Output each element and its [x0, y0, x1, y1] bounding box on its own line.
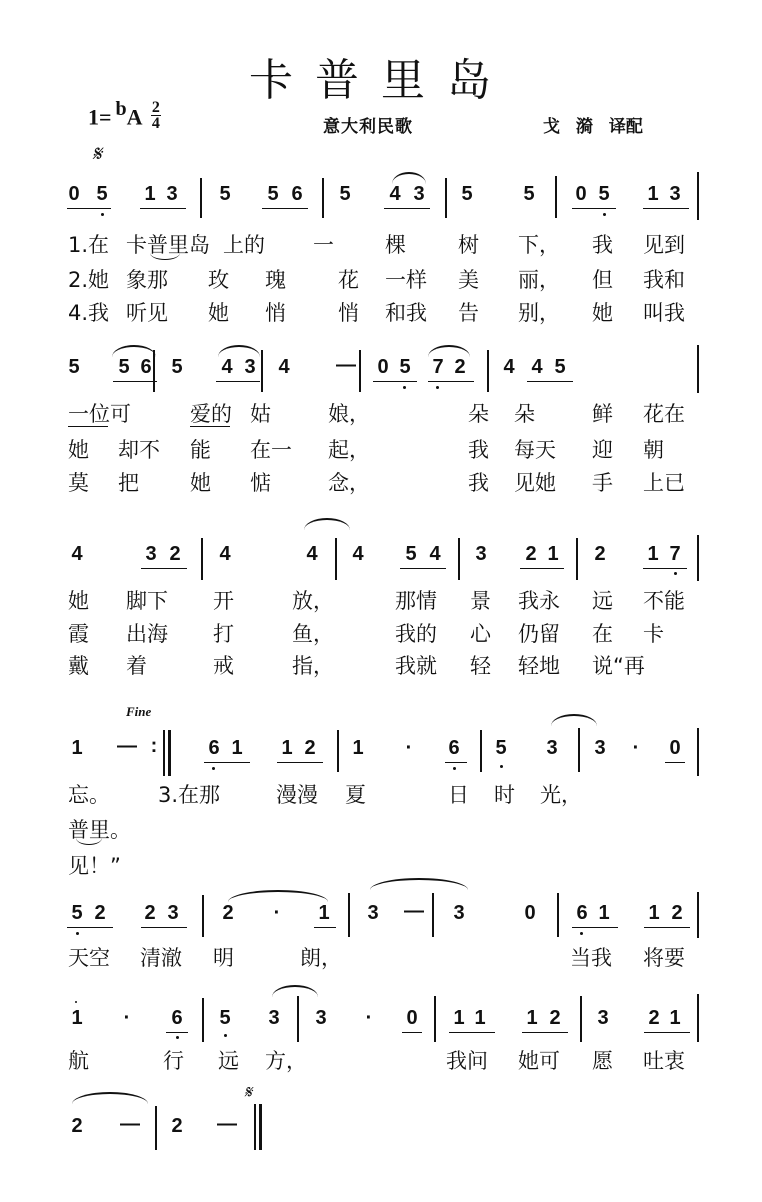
note: 2 [94, 902, 106, 924]
lyric: 清澈 [140, 946, 182, 970]
note: 1 [647, 543, 659, 565]
beam-line [400, 568, 446, 569]
beam-line [449, 1032, 495, 1033]
note: 4 [221, 356, 233, 378]
beam-line [140, 208, 186, 209]
lyric: 上的 [223, 233, 265, 257]
barline [202, 998, 204, 1042]
barline [201, 538, 203, 580]
barline [359, 350, 361, 392]
beam-line [262, 208, 308, 209]
beam-line [644, 927, 690, 928]
lyric: 悄 [338, 301, 359, 325]
lyric: 听见 [126, 301, 168, 325]
repeat-colon: : [150, 735, 158, 757]
lyric: 我就 [395, 654, 437, 678]
lyric: 打 [213, 622, 234, 646]
low-octave-dot [603, 213, 606, 216]
slur-arc [428, 345, 470, 357]
dash: — [120, 1113, 140, 1135]
beam-line [113, 381, 157, 382]
lyric: 树 [458, 233, 479, 257]
lyric: 远 [592, 589, 613, 613]
note: 7 [669, 543, 681, 565]
tie-arc [72, 1092, 148, 1104]
low-octave-dot [500, 765, 503, 768]
note: 1 [598, 902, 610, 924]
note: 1 [352, 737, 364, 759]
lyric: 一样 [385, 268, 427, 292]
barline [202, 895, 204, 937]
lyric: 朵 [514, 402, 535, 426]
note: 4 [352, 543, 364, 565]
lyric: 美 [458, 268, 479, 292]
barline [697, 535, 699, 581]
beam-line [527, 381, 573, 382]
barline [432, 893, 434, 937]
lyric: 上已 [643, 471, 685, 495]
note: 1 [144, 183, 156, 205]
lyric: 戒 [213, 654, 234, 678]
lyric: 一位可 [68, 402, 131, 426]
lyric: 我和 [643, 268, 685, 292]
lyric: 她 [592, 301, 613, 325]
note: 6 [171, 1007, 183, 1029]
beam-line [216, 381, 260, 382]
dot-extension: · [365, 1007, 373, 1029]
note: 0 [575, 183, 587, 205]
lyric: 但 [592, 268, 613, 292]
beam-line [67, 208, 111, 209]
note: 6 [208, 737, 220, 759]
lyric: 象那 [126, 268, 168, 292]
tie-arc [228, 890, 328, 902]
lyric: 别， [518, 301, 560, 325]
note: 2 [648, 1007, 660, 1029]
lyric: 明 [213, 946, 234, 970]
lyric: 花在 [643, 402, 685, 426]
key-signature [88, 97, 161, 135]
tie-arc [370, 878, 468, 890]
lyric: 景 [470, 589, 491, 613]
beam-line [67, 927, 113, 928]
lyric: 她可 [518, 1049, 560, 1073]
note: 5 [171, 356, 183, 378]
lyric: 放， [292, 589, 334, 613]
lyric: 把 [118, 471, 139, 495]
lyric: 我 [468, 438, 489, 462]
lyric: 出海 [126, 622, 168, 646]
note: 5 [71, 902, 83, 924]
beam-line [428, 381, 474, 382]
dash: — [117, 735, 137, 757]
lyric: 吐衷 [643, 1049, 685, 1073]
beam-line [373, 381, 417, 382]
beam-line [141, 568, 187, 569]
note: 4 [389, 183, 401, 205]
lyric: 戴 [68, 654, 89, 678]
note: 2 [169, 543, 181, 565]
lyric: 夏 [345, 783, 366, 807]
time-bottom: 4 [151, 115, 160, 132]
note: 5 [339, 183, 351, 205]
barline [200, 178, 202, 218]
note: 0 [68, 183, 80, 205]
lyric: 爱的 [190, 402, 232, 426]
beam-line [665, 762, 685, 763]
note: 4 [306, 543, 318, 565]
lyric: 轻 [470, 654, 491, 678]
note: 1 [648, 902, 660, 924]
note: 5 [598, 183, 610, 205]
note: 5 [554, 356, 566, 378]
lyric: 在一 [250, 438, 292, 462]
lyric: 不能 [643, 589, 685, 613]
barline [557, 893, 559, 937]
note: 4 [278, 356, 290, 378]
barline [697, 994, 699, 1042]
lyric: 轻地 [518, 654, 560, 678]
barline [322, 178, 324, 218]
dot-extension: · [632, 737, 640, 759]
note: 4 [219, 543, 231, 565]
barline [697, 345, 699, 393]
lyric: 姑 [250, 402, 271, 426]
lyric: 时 [494, 783, 515, 807]
time-top: 2 [151, 99, 160, 116]
barline [697, 892, 699, 938]
beam-line [445, 762, 467, 763]
lyric: 见到 [643, 233, 685, 257]
lyric: 我 [592, 233, 613, 257]
note: 3 [475, 543, 487, 565]
lyric: 那情 [395, 589, 437, 613]
lyric: 见！” [68, 854, 121, 878]
beam-line [644, 1032, 690, 1033]
note: 3 [453, 902, 465, 924]
note: 3 [597, 1007, 609, 1029]
lyric: 4.我 [68, 301, 110, 325]
lyric: 莫 [68, 471, 89, 495]
note: 1 [231, 737, 243, 759]
note: 2 [222, 902, 234, 924]
lyric: 迎 [592, 438, 613, 462]
note: 3 [546, 737, 558, 759]
dot-extension: · [273, 902, 281, 924]
note: 3 [315, 1007, 327, 1029]
lyric: 忘。 [68, 783, 110, 807]
barline [335, 538, 337, 580]
low-octave-dot [76, 932, 79, 935]
dot-extension: · [123, 1007, 131, 1029]
low-octave-dot [580, 932, 583, 935]
flat-icon: b [115, 97, 127, 120]
lyric: 鱼， [292, 622, 334, 646]
lyric: 下， [518, 233, 560, 257]
lyric: 娘， [328, 402, 370, 426]
dash: — [217, 1113, 237, 1135]
lyric: 却不 [118, 438, 160, 462]
note: 6 [291, 183, 303, 205]
lyric: 朝 [643, 438, 664, 462]
lyric: 开 [213, 589, 234, 613]
segno-icon: 𝄋 [92, 142, 102, 167]
note: 5 [96, 183, 108, 205]
barline [580, 996, 582, 1042]
time-signature [151, 100, 161, 131]
note: 3 [594, 737, 606, 759]
fine-marker: Fine [126, 704, 152, 719]
note: 3 [145, 543, 157, 565]
note: 4 [531, 356, 543, 378]
note: 4 [71, 543, 83, 565]
note: 2 [594, 543, 606, 565]
note: 2 [144, 902, 156, 924]
note: 3 [367, 902, 379, 924]
slur-arc [218, 345, 260, 357]
lyric: 我的 [395, 622, 437, 646]
lyric: 日 [448, 783, 469, 807]
dash: — [404, 900, 424, 922]
note: 2 [171, 1115, 183, 1137]
beam-line [643, 568, 687, 569]
note: 6 [576, 902, 588, 924]
repeat-end-barline [163, 730, 171, 776]
beam-line [402, 1032, 422, 1033]
lyric: 玫 [208, 268, 229, 292]
lyric: 告 [458, 301, 479, 325]
barline [261, 350, 263, 392]
note: 7 [432, 356, 444, 378]
note: 1 [453, 1007, 465, 1029]
note: 2 [549, 1007, 561, 1029]
barline [576, 538, 578, 580]
lyric: 将要 [643, 946, 685, 970]
barline [153, 350, 155, 392]
note: 1 [281, 737, 293, 759]
lyric: 远 [218, 1049, 239, 1073]
note: 3 [413, 183, 425, 205]
low-octave-dot [224, 1034, 227, 1037]
note: 1 [547, 543, 559, 565]
lyric: 我 [468, 471, 489, 495]
barline [348, 893, 350, 937]
lyric: 棵 [385, 233, 406, 257]
lyric: 她 [208, 301, 229, 325]
lyric: 光， [540, 783, 582, 807]
arranger-credit: 戈 漪 译配 [543, 117, 643, 137]
low-octave-dot [212, 767, 215, 770]
lyric: 她 [190, 471, 211, 495]
note: 4 [503, 356, 515, 378]
note: 5 [219, 1007, 231, 1029]
barline [297, 996, 299, 1042]
lyric: 叫我 [643, 301, 685, 325]
barline [578, 728, 580, 772]
lyric: 悄 [265, 301, 286, 325]
lyric: 能 [190, 438, 211, 462]
barline [487, 350, 489, 392]
lyric-underline [190, 426, 230, 427]
lyric: 当我 [570, 946, 612, 970]
segno-icon: 𝄋 [244, 1082, 252, 1103]
final-barline [254, 1104, 262, 1150]
note: 5 [461, 183, 473, 205]
note: 1 [71, 1007, 83, 1029]
barline [697, 728, 699, 776]
low-octave-dot [176, 1036, 179, 1039]
rest: 0 [669, 737, 681, 759]
note: 1 [71, 737, 83, 759]
beam-line [520, 568, 564, 569]
note: 3 [244, 356, 256, 378]
song-origin: 意大利民歌 [323, 117, 413, 137]
lyric: 我永 [518, 589, 560, 613]
lyric: 3.在那 [158, 783, 221, 807]
beam-line [643, 208, 689, 209]
note: 5 [405, 543, 417, 565]
note: 5 [219, 183, 231, 205]
beam-line [277, 762, 323, 763]
beam-line [572, 927, 618, 928]
barline [480, 730, 482, 772]
lyric: 行 [163, 1049, 184, 1073]
lyric: 说“再 [592, 654, 645, 678]
key-label: 1= [88, 104, 112, 130]
lyric: 天空 [68, 946, 110, 970]
note: 5 [495, 737, 507, 759]
rest: 0 [524, 902, 536, 924]
beam-line [572, 208, 616, 209]
beam-line [384, 208, 430, 209]
barline [434, 996, 436, 1042]
lyric: 朵 [468, 402, 489, 426]
low-octave-dot [674, 572, 677, 575]
note: 3 [166, 183, 178, 205]
barline [445, 178, 447, 218]
low-octave-dot [436, 386, 439, 389]
note: 2 [304, 737, 316, 759]
lyric: 在 [592, 622, 613, 646]
lyric: 丽， [518, 268, 560, 292]
lyric: 脚下 [126, 589, 168, 613]
beam-line [522, 1032, 568, 1033]
lyric: 愿 [592, 1049, 613, 1073]
lyric: 朗， [300, 946, 342, 970]
slur-arc [112, 345, 156, 357]
note: 5 [118, 356, 130, 378]
note: 5 [399, 356, 411, 378]
slur-arc [392, 172, 426, 184]
note: 1 [526, 1007, 538, 1029]
barline [155, 1106, 157, 1150]
note: 3 [167, 902, 179, 924]
tie-arc [272, 985, 318, 997]
lyric: 花 [338, 268, 359, 292]
beam-line [166, 1032, 188, 1033]
note: 0 [377, 356, 389, 378]
barline [458, 538, 460, 580]
lyric: 鲜 [592, 402, 613, 426]
lyric: 每天 [514, 438, 556, 462]
lyric: 瑰 [265, 268, 286, 292]
note: 2 [671, 902, 683, 924]
lyric: 2.她 [68, 268, 110, 292]
beam-line [204, 762, 250, 763]
lyric: 仍留 [518, 622, 560, 646]
note: 1 [669, 1007, 681, 1029]
note: 1 [474, 1007, 486, 1029]
lyric: 卡普里岛 [126, 233, 210, 257]
beam-line [314, 927, 336, 928]
lyric: 我问 [446, 1049, 488, 1073]
note: 2 [454, 356, 466, 378]
lyric: 和我 [385, 301, 427, 325]
lyric: 惦 [250, 471, 271, 495]
high-octave-dot [75, 1001, 77, 1003]
song-title: 卡普里岛 [249, 55, 513, 106]
beam-line [141, 927, 187, 928]
note: 2 [71, 1115, 83, 1137]
lyric: 方， [265, 1049, 307, 1073]
low-octave-dot [453, 767, 456, 770]
note: 3 [669, 183, 681, 205]
barline [337, 730, 339, 772]
low-octave-dot [101, 213, 104, 216]
lyric: 卡 [643, 622, 664, 646]
note: 5 [68, 356, 80, 378]
lyric: 心 [470, 622, 491, 646]
lyric: 1.在 [68, 233, 110, 257]
key-note: A [126, 104, 142, 130]
lyric: 手 [592, 471, 613, 495]
note: 1 [647, 183, 659, 205]
note: 3 [268, 1007, 280, 1029]
lyric: 见她 [514, 471, 556, 495]
lyric: 航 [68, 1049, 89, 1073]
note: 6 [448, 737, 460, 759]
note: 4 [429, 543, 441, 565]
note: 2 [525, 543, 537, 565]
lyric: 她 [68, 589, 89, 613]
lyric: 她 [68, 438, 89, 462]
barline [697, 172, 699, 220]
note: 6 [140, 356, 152, 378]
lyric: 一 [313, 233, 334, 257]
lyric: 普里。 [68, 818, 131, 842]
lyric-underline [68, 426, 108, 427]
tie-arc [551, 714, 597, 726]
note: 5 [267, 183, 279, 205]
rest: 0 [406, 1007, 418, 1029]
dot-extension: · [405, 737, 413, 759]
lyric: 霞 [68, 622, 89, 646]
low-octave-dot [403, 386, 406, 389]
lyric: 指， [292, 654, 334, 678]
lyric: 念， [328, 471, 370, 495]
barline [555, 176, 557, 218]
lyric: 起， [328, 438, 370, 462]
tie-arc [304, 518, 350, 530]
note: 1 [318, 902, 330, 924]
dash: — [336, 354, 356, 376]
lyric: 漫漫 [276, 783, 318, 807]
note: 5 [523, 183, 535, 205]
lyric: 着 [126, 654, 147, 678]
